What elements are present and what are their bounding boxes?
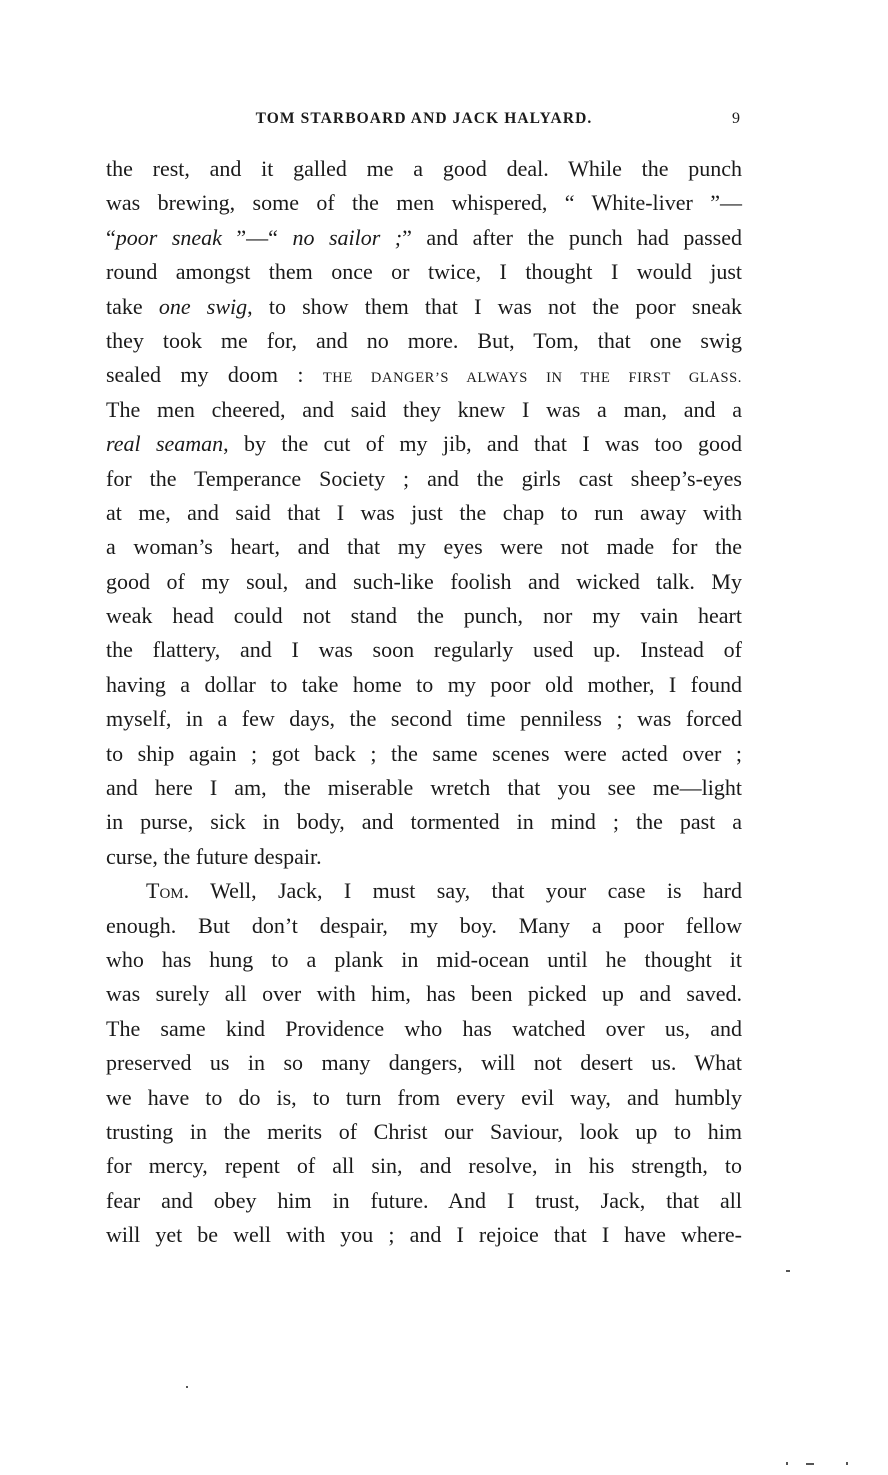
text-line: [106, 221, 742, 255]
text-line: [106, 427, 742, 461]
text-line: the flattery, and I was soon regularly used up. Instead of: [106, 637, 742, 663]
text-line: a woman’s heart, and that my eyes were not made for the: [106, 534, 742, 560]
text-line: to ship again ; got back ; the same scenes were acted over ;: [106, 740, 742, 766]
running-head: [106, 110, 742, 134]
scan-speck: [806, 1463, 814, 1465]
text-line: [106, 358, 742, 392]
italic-phrase: one swig: [158, 293, 248, 319]
text-line: was brewing, some of the men whispered, “ White-liver ”—: [106, 190, 742, 216]
text-segment: ” and after the punch had passed: [402, 224, 742, 250]
speaker-name: Tom.: [146, 878, 190, 904]
scan-speck: [846, 1462, 848, 1465]
scan-speck: [186, 1386, 188, 1388]
body-text: [106, 152, 742, 1253]
italic-phrase: real seaman: [106, 431, 224, 457]
text-line: The men cheered, and said they knew I was a man, and a: [106, 396, 742, 422]
text-line: round amongst them once or twice, I thought I would just: [106, 259, 742, 285]
text-segment: “: [106, 224, 116, 250]
text-line: at me, and said that I was just the chap to run away with: [106, 499, 742, 525]
text-line: preserved us in so many dangers, will not desert us. What: [106, 1050, 742, 1076]
scan-speck: [786, 1462, 788, 1465]
text-segment: , to show them that I was not the poor sneak: [247, 293, 742, 319]
page-number: 9: [732, 110, 740, 127]
scan-speck: [786, 1270, 790, 1272]
text-line: enough. But don’t despair, my boy. Many a poor fellow: [106, 912, 742, 938]
text-line: for mercy, repent of all sin, and resolve, in his strength, to: [106, 1153, 742, 1179]
text-segment: Well, Jack, I must say, that your case is hard: [189, 878, 742, 904]
text-line: who has hung to a plank in mid-ocean until he thought it: [106, 946, 742, 972]
text-segment: , by the cut of my jib, and that I was too good: [223, 431, 742, 457]
text-line: we have to do is, to turn from every evil way, and humbly: [106, 1084, 742, 1110]
text-line: weak head could not stand the punch, nor my vain heart: [106, 603, 742, 629]
text-line: for the Temperance Society ; and the girls cast sheep’s-eyes: [106, 465, 742, 491]
text-segment: ”—“: [221, 224, 293, 250]
italic-phrase: no sailor ;: [292, 224, 403, 250]
text-line: curse, the future despair.: [106, 843, 322, 869]
text-line: the rest, and it galled me a good deal. While the punch: [106, 156, 742, 181]
text-line: was surely all over with him, has been picked up and saved.: [106, 981, 742, 1007]
text-line: [106, 290, 742, 324]
italic-phrase: poor sneak: [115, 224, 222, 250]
text-line: in purse, sick in body, and tormented in mind ; the past a: [106, 809, 742, 835]
text-line: will yet be well with you ; and I rejoice that I have where-: [106, 1222, 742, 1248]
text-line: trusting in the merits of Christ our Saviour, look up to him: [106, 1118, 742, 1144]
text-segment: take: [106, 293, 159, 319]
text-line: having a dollar to take home to my poor old mother, I found: [106, 671, 742, 697]
small-caps-phrase: THE DANGER’S ALWAYS IN THE FIRST GLASS.: [322, 370, 742, 387]
text-line: fear and obey him in future. And I trust, Jack, that all: [106, 1187, 742, 1213]
running-title: TOM STARBOARD AND JACK HALYARD.: [255, 110, 593, 127]
text-line: [106, 874, 742, 908]
text-line: they took me for, and no more. But, Tom, that one swig: [106, 327, 742, 353]
text-line: good of my soul, and such-like foolish and wicked talk. My: [106, 568, 742, 594]
text-line: myself, in a few days, the second time penniless ; was forced: [106, 706, 742, 732]
text-line: and here I am, the miserable wretch that you see me—light: [106, 775, 742, 801]
text-line: The same kind Providence who has watched over us, and: [106, 1015, 742, 1041]
text-segment: sealed my doom :: [106, 362, 323, 388]
